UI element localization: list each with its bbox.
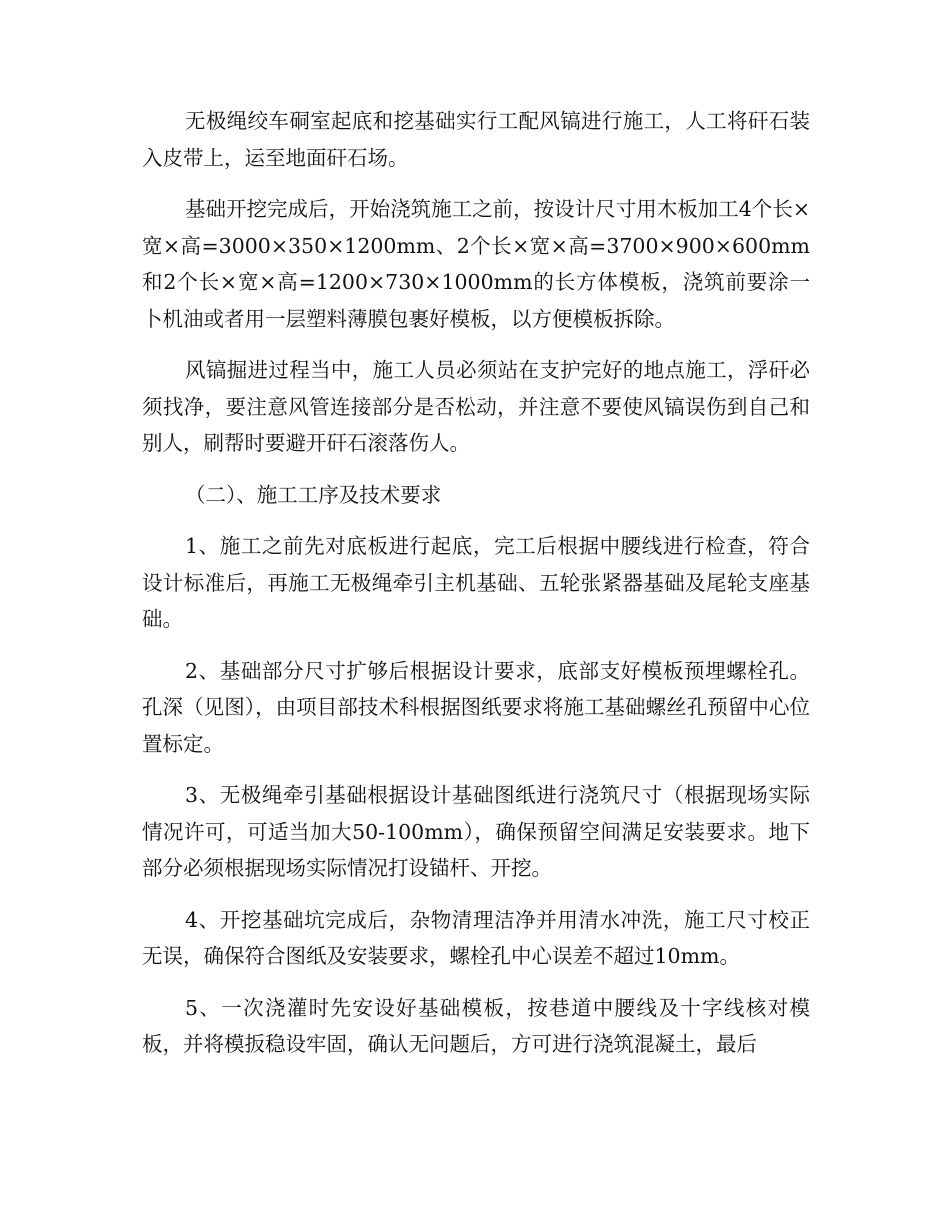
paragraph-step-4: 4、开挖基础坑完成后，杂物清理洁净并用清水冲洗，施工尺寸校正无误，确保符合图纸及安装要求，螺栓孔中心误差不超过10mm。	[142, 907, 810, 968]
paragraph-2: 基础开挖完成后，开始浇筑施工之前，按设计尺寸用木板加工4个长×宽×高=3000×350×1200mm、2个长×宽×高=3700×900×600mm和2个长×宽×高=1200×730×1000mm的长方体模板，浇筑前要涂一卜机油或者用一层塑料薄膜包裹好模板，以方便模板拆除。	[142, 197, 810, 331]
section-heading: （二）、施工工序及技术要求	[185, 482, 442, 507]
paragraph-step-1: 1、施工之前先对底板进行起底，完工后根据中腰线进行检查，符合设计标准后，再施工无极绳牵引主机基础、五轮张紧器基础及尾轮支座基础。	[142, 534, 810, 631]
paragraph-3: 风镐掘进过程当中，施工人员必须站在支护完好的地点施工，浮矸必须找净，要注意风管连接部分是否松动，并注意不要使风镐误伤到自己和别人，刷帮时要避开矸石滚落伤人。	[142, 358, 810, 455]
paragraph-step-3: 3、无极绳牵引基础根据设计基础图纸进行浇筑尺寸（根据现场实际情况许可，可适当加大50-100mm），确保预留空间满足安装要求。地下部分必须根据现场实际情况打设锚杆、开挖。	[142, 783, 810, 880]
document-body	[142, 103, 810, 1078]
paragraph-1: 无极绳绞车硐室起底和挖基础实行工配风镐进行施工，人工将矸石装入皮带上，运至地面矸石场。	[142, 109, 810, 170]
paragraph-step-2: 2、基础部分尺寸扩够后根据设计要求，底部支好模板预埋螺栓孔。孔深（见图），由项目部技术科根据图纸要求将施工基础螺丝孔预留中心位置标定。	[142, 658, 810, 756]
paragraph-step-5: 5、一次浇灌时先安设好基础模板，按巷道中腰线及十字线核对模板，并将模扳稳设牢固，确认无问题后，方可进行浇筑混凝土，最后	[142, 995, 810, 1056]
